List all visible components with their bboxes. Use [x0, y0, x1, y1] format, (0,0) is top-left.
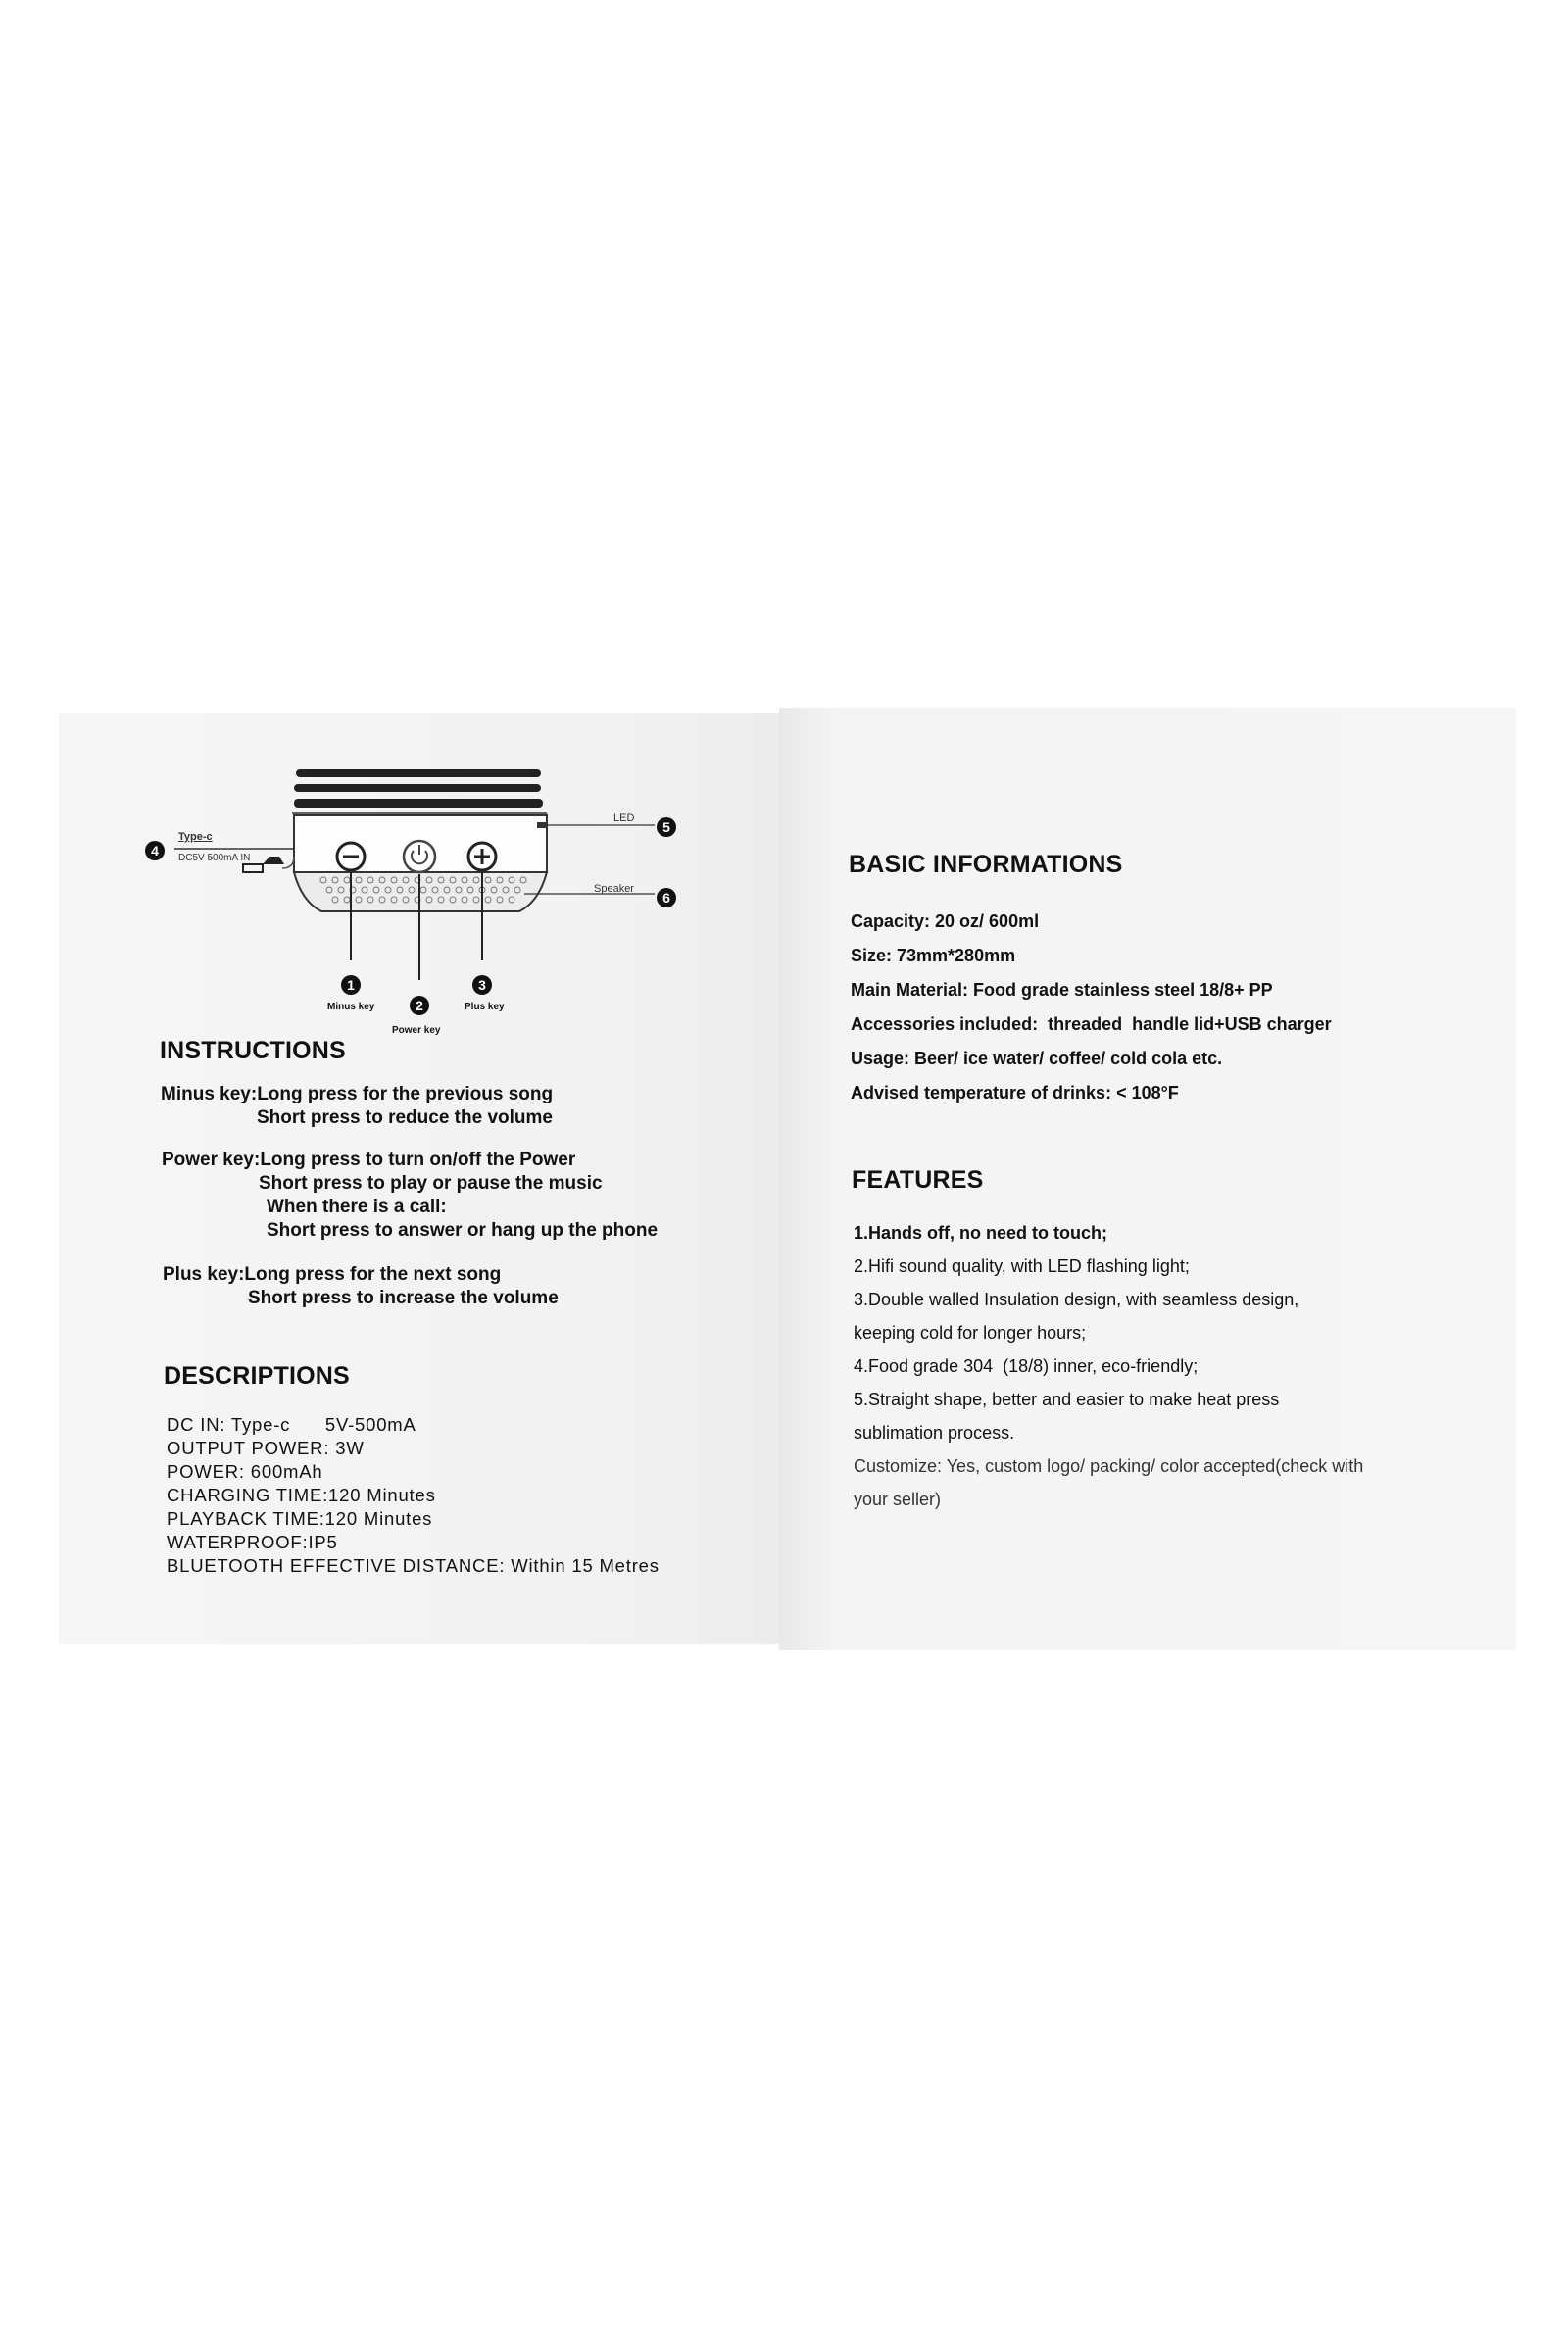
features-list: [854, 1221, 1363, 1511]
feature-line: keeping cold for longer hours;: [854, 1323, 1087, 1343]
description-line: BLUETOOTH EFFECTIVE DISTANCE: Within 15 Metres: [167, 1555, 660, 1576]
description-line: CHARGING TIME:120 Minutes: [167, 1485, 436, 1505]
basic-line: Advised temperature of drinks: < 108°F: [851, 1083, 1179, 1102]
minus-key-icon: [337, 843, 365, 870]
feature-line: 1.Hands off, no need to touch;: [854, 1223, 1107, 1243]
descriptions-heading: DESCRIPTIONS: [164, 1362, 350, 1390]
badge-3: 3: [472, 975, 492, 995]
badge-5: 5: [657, 817, 676, 837]
feature-line: 2.Hifi sound quality, with LED flashing light;: [854, 1256, 1190, 1276]
basic-line: Capacity: 20 oz/ 600ml: [851, 911, 1040, 931]
feature-line: sublimation process.: [854, 1423, 1015, 1443]
badge-4: 4: [145, 841, 165, 860]
descriptions-list: [167, 1413, 660, 1578]
badge-1: 1: [341, 975, 361, 995]
basic-line: Usage: Beer/ ice water/ coffee/ cold cola etc.: [851, 1049, 1223, 1068]
speaker-diagram: [137, 755, 686, 1039]
minus-line-1: Minus key:Long press for the previous song: [161, 1084, 554, 1104]
basic-list: [851, 909, 1332, 1104]
feature-line: 5.Straight shape, better and easier to make heat press: [854, 1390, 1280, 1409]
plus-line-2: Short press to increase the volume: [248, 1288, 559, 1308]
description-line: POWER: 600mAh: [167, 1461, 323, 1482]
feature-line: 3.Double walled Insulation design, with seamless design,: [854, 1290, 1299, 1309]
description-line: PLAYBACK TIME:120 Minutes: [167, 1508, 433, 1529]
badge-6: 6: [657, 888, 676, 907]
features-heading: FEATURES: [852, 1166, 984, 1194]
power-line-1: Power key:Long press to turn on/off the Power: [162, 1150, 576, 1170]
feature-line: your seller): [854, 1490, 942, 1509]
description-line: OUTPUT POWER: 3W: [167, 1438, 365, 1458]
power-line-3: When there is a call:: [267, 1197, 447, 1217]
minus-key-label: Minus key: [327, 1002, 375, 1012]
basic-line: Main Material: Food grade stainless steel 18/8+ PP: [851, 980, 1273, 1000]
power-line-2: Short press to play or pause the music: [259, 1173, 603, 1194]
badge-2: 2: [410, 996, 429, 1015]
plus-line-1: Plus key:Long press for the next song: [163, 1264, 502, 1285]
speaker-label: Speaker: [594, 883, 634, 895]
led-label: LED: [613, 812, 635, 824]
feature-line: 4.Food grade 304 (18/8) inner, eco-friendly;: [854, 1356, 1199, 1376]
basic-line: Accessories included: threaded handle lid+USB charger: [851, 1014, 1332, 1034]
description-line: WATERPROOF:IP5: [167, 1532, 338, 1552]
description-line: DC IN: Type-c 5V-500mA: [167, 1414, 416, 1435]
minus-line-2: Short press to reduce the volume: [257, 1107, 553, 1128]
instructions-heading: INSTRUCTIONS: [160, 1037, 346, 1064]
power-line-4: Short press to answer or hang up the phone: [267, 1220, 659, 1241]
basic-heading: BASIC INFORMATIONS: [849, 851, 1123, 878]
type-c-label: Type-c: [178, 831, 213, 843]
feature-line: Customize: Yes, custom logo/ packing/ color accepted(check with: [854, 1456, 1364, 1476]
dc-input-label: DC5V 500mA IN: [178, 853, 251, 863]
power-key-label: Power key: [392, 1025, 441, 1036]
basic-line: Size: 73mm*280mm: [851, 946, 1016, 965]
plus-key-label: Plus key: [465, 1002, 505, 1012]
power-key-icon: [404, 841, 435, 872]
plus-key-icon: [468, 843, 496, 870]
